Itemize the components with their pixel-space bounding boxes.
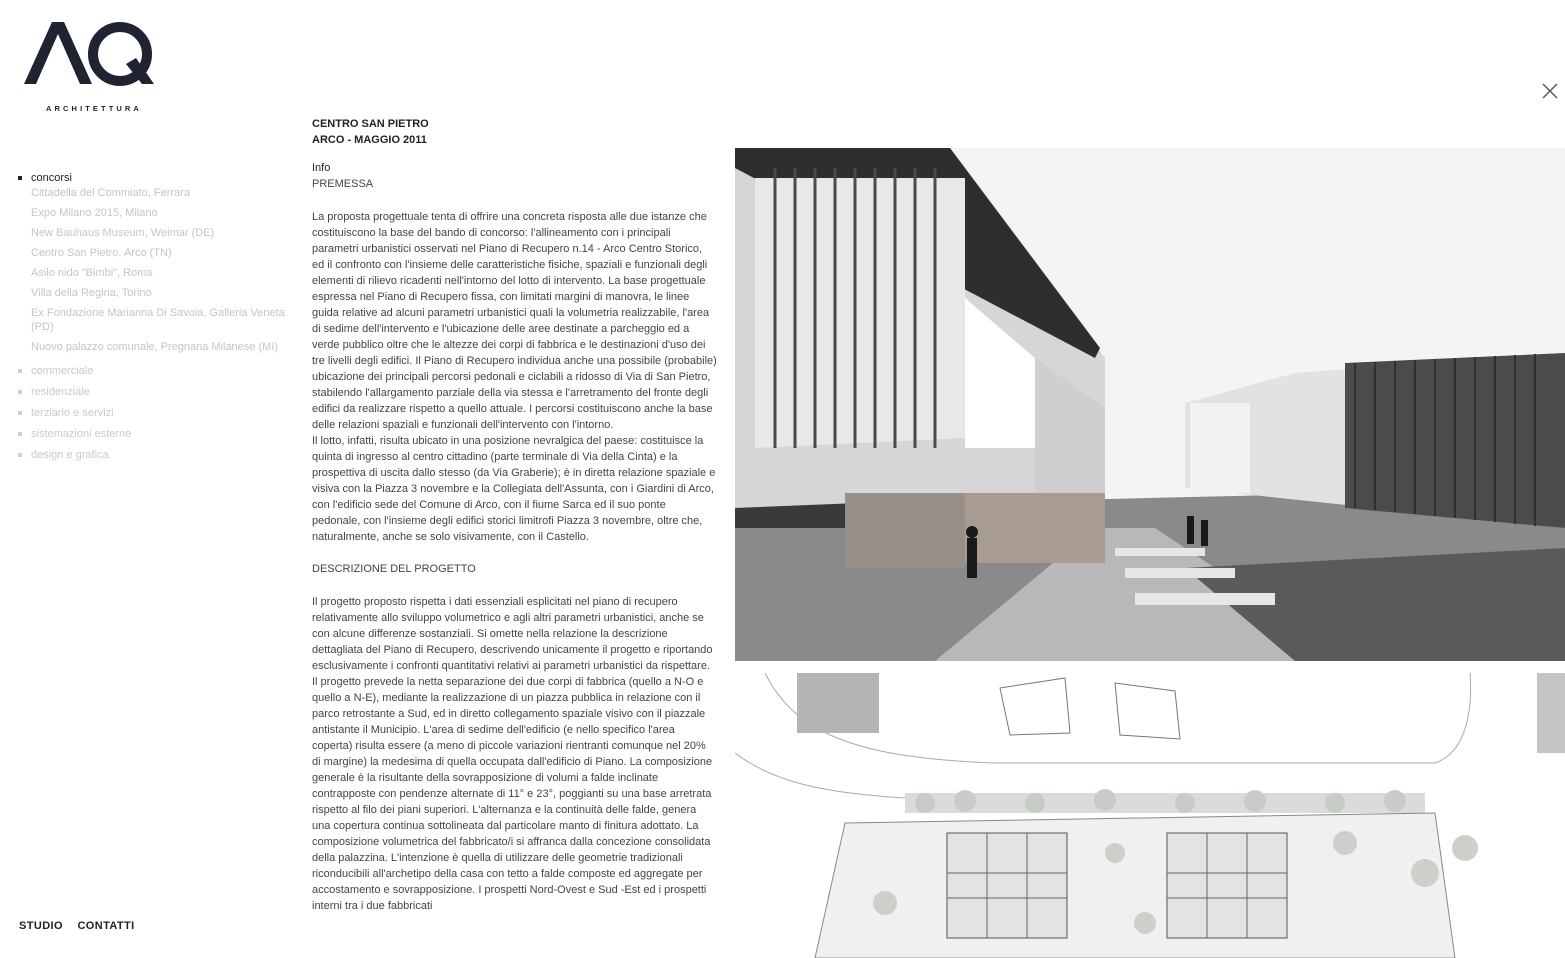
nav-category-label: commerciale [31, 364, 94, 377]
category-nav [18, 170, 303, 465]
paragraph: Il progetto prevede la netta separazione dei due corpi di fabbrica (quello a N-O e quello a N-E), mediante la realizzazione di un piazza pubblica in relazione con il parco retrostante a Sud, ed in diretto collegamento spaziale visivo con il piazzale antistante il Municipio. L'area di sedime dell'edificio (e nello specifico l'area coperta) risulta essere (a meno di piccole variazioni rientranti comunque nel 20% di margine) la medesima di quella occupata dall'edificio di Piano. La composizione generale è la risultante della sovrapposizione di volumi a falde inclinate contrapposte con pendenze alternate di 11° e 23°, poggianti su una base arretrata rispetto al filo dei piani superiori. L'alternanza e la continuità delle falde, genera una copertura continua sottolineata dal particolare manto di finitura adottato. La composizione volumetrica del fabbricato/i si affranca dalla concezione consolidata della palazzina. L'intenzione è quella di utilizzare delle geometrie tradizionali riconducibili all'archetipo della casa con tetto a falde composte ed aggregate per accostamento e sovrapposizione. I prospetti Nord-Ovest e Sud -Est ed i prospetti interni tra i due fabbricati [312, 676, 713, 912]
paragraph: Il lotto, infatti, risulta ubicato in una posizione nevralgica del paese: costituisce la quinta di ingresso al centro cittadino (parte terminale di Via della Cinta) e la prospettiva di uscita dallo stesso (da Via Graberie); è in diretta relazione spaziale e visiva con la Piazza 3 novembre e la Collegiata dell'Assunta, con i Giardini di Arco, con l'edificio sede del Comune di Arco, con il fiume Sarca ed il suo ponte pedonale, con l'insieme degli edifici storici limitrofi Piazza 3 novembre, oltre che, naturalmente, anche se solo visivamente, con il Castello. [312, 435, 716, 543]
section-heading: DESCRIZIONE DEL PROGETTO [312, 563, 476, 575]
project-link[interactable]: New Bauhaus Museum, Weimar (DE) [31, 227, 215, 239]
bullet-icon [18, 411, 22, 415]
project-render-image[interactable] [735, 148, 1565, 661]
render-illustration [735, 148, 1565, 661]
bullet-icon [18, 390, 22, 394]
bullet-icon [18, 453, 22, 457]
close-icon [1541, 82, 1559, 100]
nav-category-label: concorsi [31, 172, 72, 184]
nav-category-label: sistemazioni esterne [31, 427, 132, 440]
logo-mark-icon [22, 20, 154, 86]
nav-category-residenziale[interactable] [18, 381, 303, 402]
nav-category-sistemazioni[interactable] [18, 423, 303, 444]
nav-category-label: residenziale [31, 385, 90, 398]
nav-category-label: terziario e servizi [31, 406, 114, 419]
nav-category-design[interactable] [18, 444, 303, 465]
nav-category-label: design e grafica [31, 448, 109, 461]
nav-category-commerciale[interactable] [18, 360, 303, 381]
studio-link[interactable]: STUDIO [19, 920, 63, 932]
project-link[interactable]: Expo Milano 2015, Milano [31, 207, 158, 219]
project-link[interactable]: Ex Fondazione Marianna Di Savoia, Galleria Veneta (PD) [31, 307, 285, 333]
paragraph: Il progetto proposto rispetta i dati essenziali esplicitati nel piano di recupero relativamente allo sviluppo volumetrico e agli altri parametri urbanistici, anche se con alcune differenze sostanziali. Si omette nella relazione la descrizione dettagliata del Piano di Recupero, descrivendo unicamente il progetto e riportando esclusivamente i confronti quantitativi relativi ai parametri urbanistici da rispettare. [312, 596, 713, 672]
bullet-icon [18, 432, 22, 436]
bullet-icon [18, 176, 22, 180]
bullet-icon [18, 369, 22, 373]
close-button[interactable] [1541, 82, 1559, 100]
project-link[interactable]: Centro San Pietro, Arco (TN) [31, 247, 172, 259]
project-plan-image[interactable] [735, 673, 1565, 958]
paragraph: La proposta progettuale tenta di offrire una concreta risposta alle due istanze che costituiscono la base del bando di concorso: l'allineamento con i principali parametri urbanistici osservati nel Piano di Recupero n.14 - Arco Centro Storico, ed il confronto con l'insieme delle caratteristiche fisiche, spaziali e funzionali degli elementi di rilievo ricadenti nell'intorno del lotto di intervento. La base progettuale espressa nel Piano di Recupero fissa, con limitati margini di manovra, le linee guida relative ad alcuni parametri urbanistici quali la volumetria realizzabile, l'area di sedime dell'intervento e l'ubicazione delle aree destinate a parcheggio ed a verde pubblico oltre che le altezze dei corpi di fabbrica e le destinazioni d'uso dei tre livelli degli edifici. Il Piano di Recupero individua anche una possibile (probabile) ubicazione dei principali percorsi pedonali e ciclabili a ridosso di Via di San Pietro, stabilendo l'allargamento parziale della via stessa e l'arretramento del fronte degli edifici da realizzare rispetto a quello attuale. I percorsi costituiscono anche la base delle relazioni spaziali e funzionali dell'intervento con l'intorno. [312, 211, 717, 431]
project-link[interactable]: Nuovo palazzo comunale, Pregnana Milanese (MI) [31, 341, 279, 353]
project-subtitle: ARCO - MAGGIO 2011 [312, 134, 427, 146]
project-link[interactable]: Villa della Regina, Torino [31, 287, 152, 299]
nav-category-concorsi[interactable] [18, 170, 303, 186]
info-link[interactable]: Info [312, 162, 331, 174]
section-heading: PREMESSA [312, 178, 374, 190]
project-description [312, 116, 717, 958]
footer-links [19, 920, 146, 932]
project-link[interactable]: Cittadella del Commiato, Ferrara [31, 187, 190, 199]
nav-category-terziario[interactable] [18, 402, 303, 423]
concorsi-project-list [18, 186, 303, 354]
logo[interactable] [22, 20, 154, 113]
project-title: CENTRO SAN PIETRO [312, 118, 429, 130]
project-link[interactable]: Asilo nido "Bimbi", Roma [31, 267, 153, 279]
contatti-link[interactable]: CONTATTI [77, 920, 135, 932]
logo-subtitle: ARCHITETTURA [46, 104, 142, 113]
site-plan-illustration [735, 673, 1565, 958]
